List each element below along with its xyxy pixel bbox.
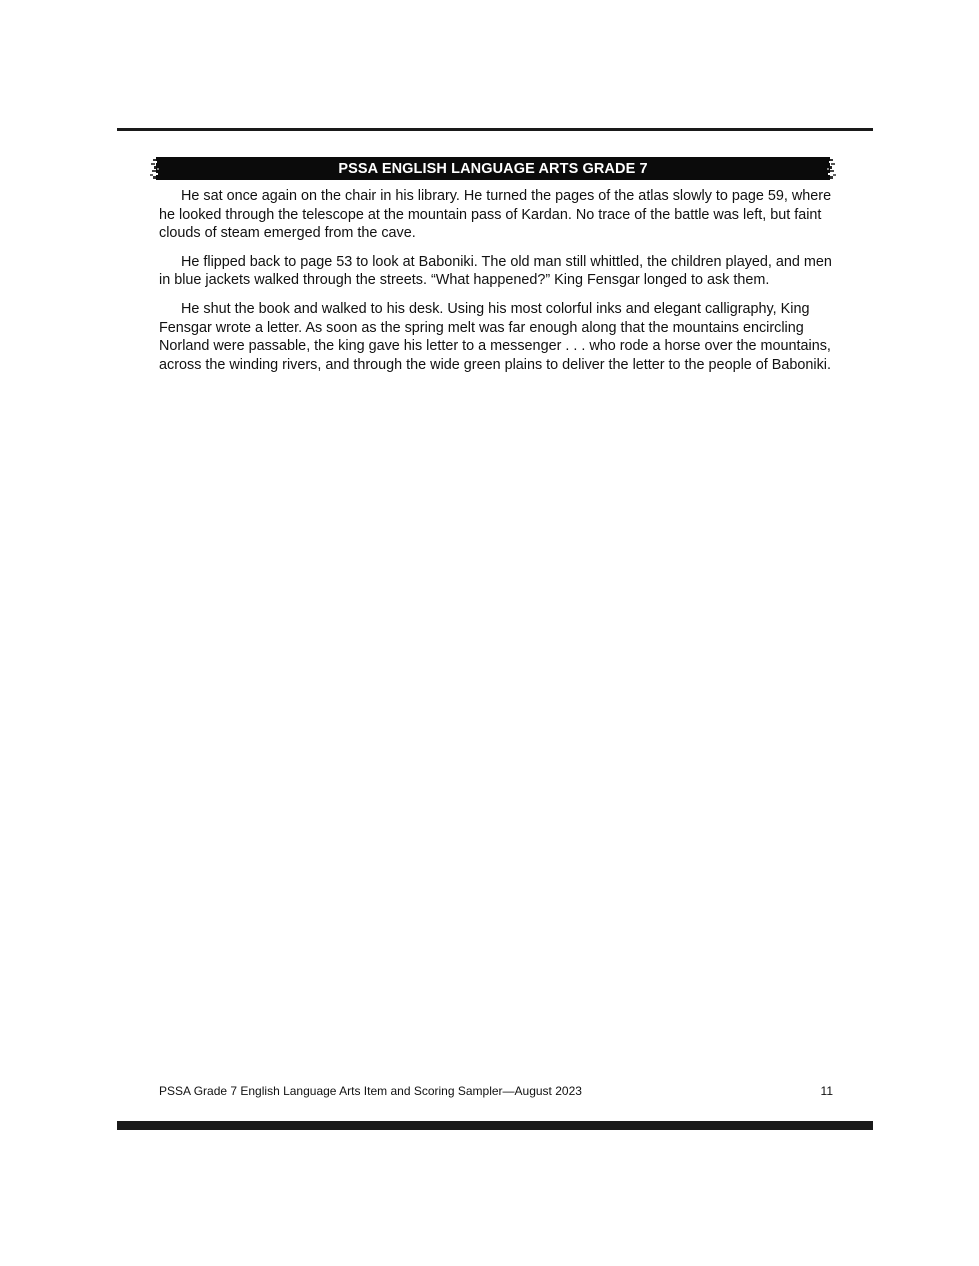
- passage-body: [159, 187, 833, 384]
- passage-paragraph: He sat once again on the chair in his library. He turned the pages of the atlas slowly to page 59, where he looked through the telescope at the mountain pass of Kardan. No trace of the battle was left, but faint clouds of steam emerged from the cave.: [159, 188, 832, 242]
- page-footer: [159, 1083, 833, 1099]
- page-number: 11: [820, 1084, 833, 1098]
- passage-paragraph: He flipped back to page 53 to look at Baboniki. The old man still whittled, the children played, and men in blue jackets walked through the streets. “What happened?” King Fensgar longed to ask them.: [159, 253, 832, 289]
- banner-title: PSSA ENGLISH LANGUAGE ARTS GRADE 7: [338, 160, 648, 177]
- banner-grunge-left: [150, 157, 164, 180]
- bottom-rule: [117, 1121, 873, 1130]
- section-banner: [150, 157, 836, 180]
- top-rule: [117, 128, 873, 131]
- footer-document-title: PSSA Grade 7 English Language Arts Item and Scoring Sampler—August 2023: [159, 1084, 582, 1098]
- passage-paragraph: He shut the book and walked to his desk. Using his most colorful inks and elegant calligraphy, King Fensgar wrote a letter. As soon as the spring melt was far enough along that the mountains encircling Norland were passable, the king gave his letter to a messenger . . . who rode a horse over the mountains, across the winding rivers, and through the wide green plains to deliver the letter to the people of Baboniki.: [159, 300, 831, 373]
- banner-grunge-right: [822, 157, 836, 180]
